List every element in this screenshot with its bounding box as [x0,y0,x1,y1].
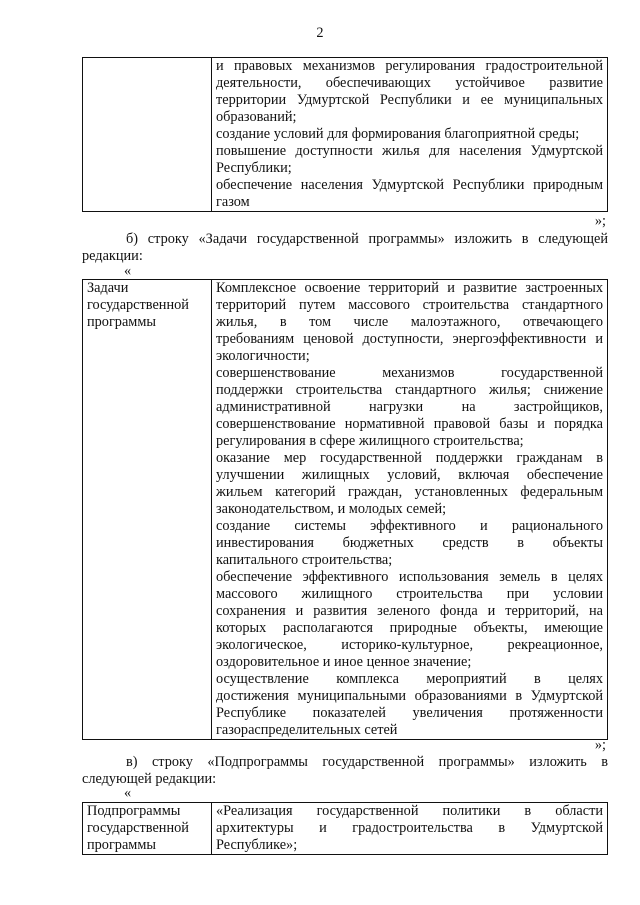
continuation-table [82,57,608,212]
tasks-line: жильем категорий граждан, установленных федеральным [216,484,603,500]
tasks-line: совершенствование нормативной правовой базы и порядка [216,416,603,432]
subprograms-label-line: государственной [87,820,189,836]
tasks-label-line: программы [87,314,157,330]
tasks-line: законодательством, и молодых семей; [216,501,447,517]
continuation-line: создание условий для формирования благоприятной среды; [216,126,580,142]
subprograms-label-line: программы [87,837,157,853]
tasks-line: инвестирования бюджетных средств в объекты [216,535,603,551]
tasks-line: массового жилищного строительства при условии [216,586,603,602]
tasks-label-line: Задачи [87,280,129,296]
tasks-table [82,279,608,740]
continuation-line: образований; [216,109,297,125]
tasks-line: регулирования в сфере жилищного строительства; [216,433,524,449]
subprograms-label-line: Подпрограммы [87,803,181,819]
opening-quote-2: « [124,785,132,801]
subprograms-table [82,802,608,855]
opening-quote-1: « [124,263,132,279]
subprograms-content-cell [212,803,608,855]
tasks-label-cell [83,280,212,740]
tasks-line: административной нагрузки на застройщиков, [216,399,603,415]
tasks-line: жилья, в том числе малоэтажного, отвечающего [216,314,603,330]
tasks-line: Республике показателей увеличения протяженности [216,705,603,721]
closing-quote-2: »; [594,737,606,753]
continuation-line: деятельности, обеспечивающих устойчивое развитие [216,75,603,91]
tasks-label-line: государственной [87,297,189,313]
tasks-line: оздоровительное и иное ценное значение; [216,654,472,670]
continuation-line: обеспечение населения Удмуртской Республики природным [216,177,603,193]
paragraph-b: б) строку «Задачи государственной программы» изложить в следующей редакции: [82,231,608,264]
tasks-line: которых располагаются природные объекты, имеющие [216,620,603,636]
tasks-content-cell [212,280,608,740]
continuation-line: Республики; [216,160,292,176]
empty-label-cell [83,58,212,212]
tasks-line: осуществление комплекса мероприятий в целях [216,671,603,687]
subprograms-label-cell [83,803,212,855]
continuation-line: территории Удмуртской Республики и ее муниципальных [216,92,603,108]
tasks-line: создание системы эффективного и рационального [216,518,603,534]
tasks-line: требованиям ценовой доступности, энергоэффективности и [216,331,603,347]
subprograms-line: Республике»; [216,837,298,853]
tasks-line: территорий путем массового строительства стандартного [216,297,603,313]
tasks-line: сохранения и развития зеленого фонда и территорий, на [216,603,603,619]
tasks-line: экологическое, историко-культурное, рекреационное, [216,637,603,653]
continuation-line: и правовых механизмов регулирования градостроительной [216,58,603,74]
tasks-line: оказание мер государственной поддержки гражданам в [216,450,603,466]
closing-quote-1: »; [594,213,606,229]
tasks-line: газораспределительных сетей [216,722,398,738]
continuation-line: газом [216,194,250,210]
tasks-line: обеспечение эффективного использования земель в целях [216,569,603,585]
paragraph-v: в) строку «Подпрограммы государственной программы» изложить в следующей редакции: [82,754,608,787]
tasks-line: капитального строительства; [216,552,393,568]
subprograms-line: «Реализация государственной политики в области [216,803,603,819]
continuation-content-cell [212,58,608,212]
tasks-line: поддержки строительства стандартного жилья; снижение [216,382,603,398]
tasks-line: совершенствование механизмов государственной [216,365,603,381]
tasks-line: Комплексное освоение территорий и развитие застроенных [216,280,603,296]
page-number: 2 [316,25,324,41]
tasks-line: улучшении жилищных условий, включая обеспечение [216,467,603,483]
subprograms-line: архитектуры и градостроительства в Удмуртской [216,820,603,836]
tasks-line: экологичности; [216,348,310,364]
tasks-line: достижения муниципальными образованиями в Удмуртской [216,688,603,704]
continuation-line: повышение доступности жилья для населения Удмуртской [216,143,603,159]
